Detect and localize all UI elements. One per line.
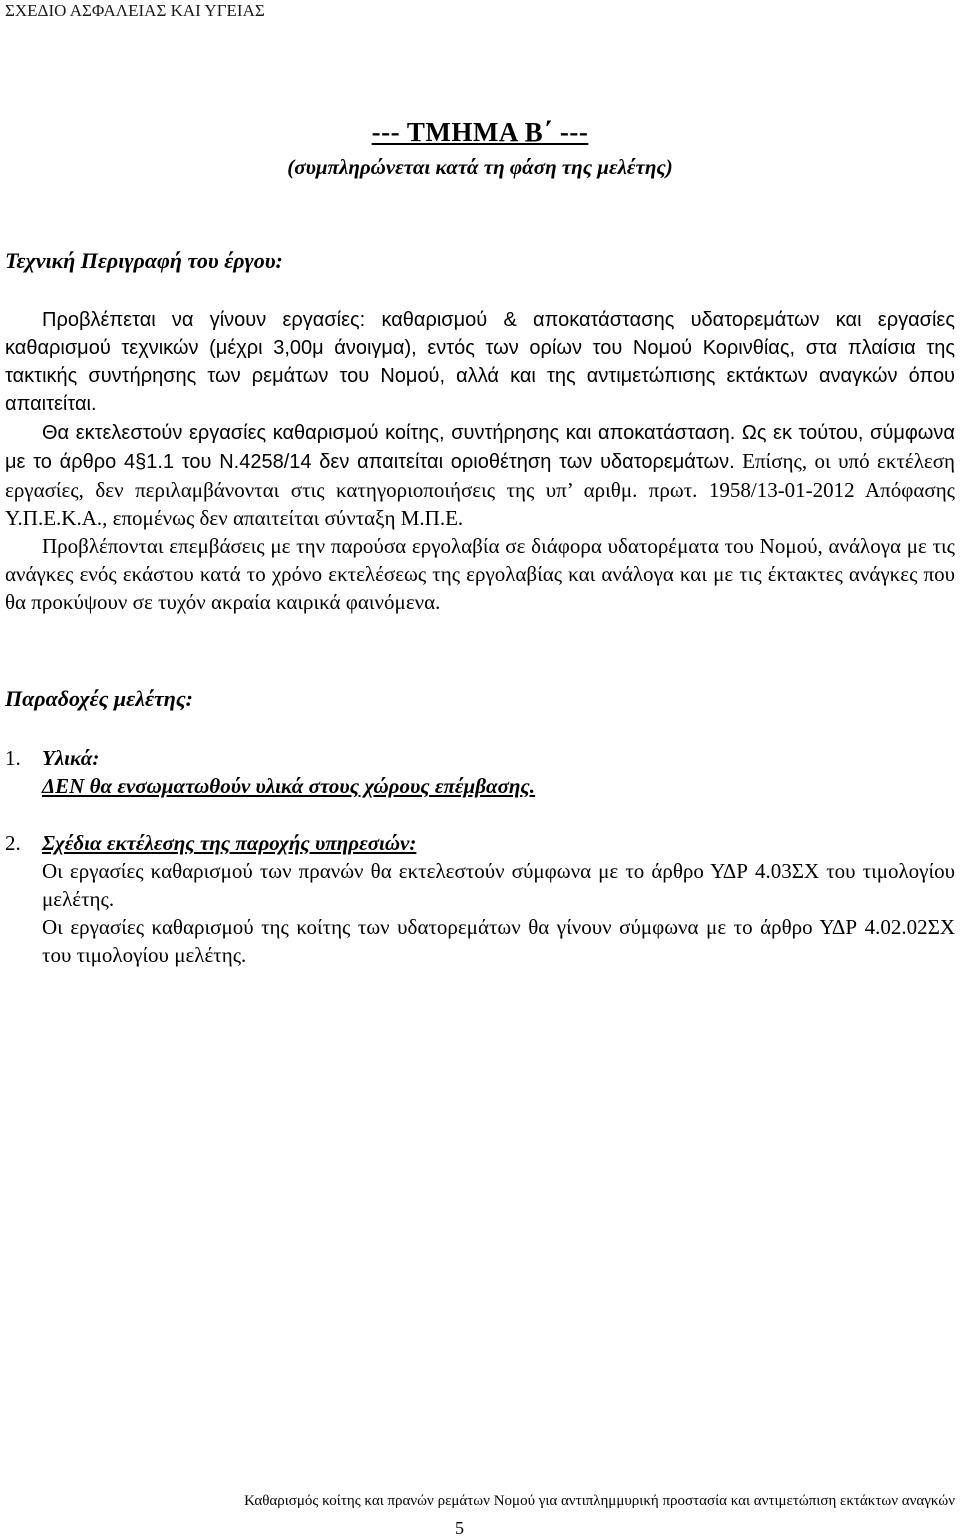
assumption-item-1 (5, 744, 955, 800)
footer-text: Καθαρισμός κοίτης και πρανών ρεμάτων Νομού για αντιπλημμυρική προστασία και αντιμετώπιση εκτάκτων αναγκών (244, 1493, 955, 1509)
item-paragraph-1: Οι εργασίες καθαρισμού των πρανών θα εκτελεστούν σύμφωνα με το άρθρο ΥΔΡ 4.03ΣΧ του τιμολογίου μελέτης. (42, 859, 955, 911)
description-paragraph-2-part-2: Επίσης, οι υπό εκτέλεση εργασίες, δεν περιλαμβάνονται στις κατηγοριοποιήσεις της υπ’ αριθμ. πρωτ. 1958/13-01-2012 Απόφασης Υ.Π.Ε.Κ.Α., επομένως δεν απαιτείται σύνταξη Μ.Π.Ε. (5, 449, 956, 530)
running-header: ΣΧΕΔΙΟ ΑΣΦΑΛΕΙΑΣ ΚΑΙ ΥΓΕΙΑΣ (5, 1, 265, 20)
description-paragraph-3: Προβλέπονται επεμβάσεις με την παρούσα εργολαβία σε διάφορα υδατορέματα του Νομού, ανάλογα με τις ανάγκες ενός εκάστου κατά το χρόνο εκτελέσεως της εργολαβίας και ανάλογα και με τις έκτακτες ανάγκες που θα προκύψουν σε τυχόν ακραία καιρικά φαινόμενα. (5, 534, 955, 614)
section-title: --- ΤΜΗΜΑ Β΄ --- (371, 117, 589, 147)
item-number: 2. (5, 831, 21, 855)
assumptions-heading: Παραδοχές μελέτης: (5, 686, 193, 711)
item-text: ΔΕΝ θα ενσωματωθούν υλικά στους χώρους επέμβασης. (42, 774, 536, 798)
description-body (5, 306, 955, 616)
item-paragraph-2: Οι εργασίες καθαρισμού της κοίτης των υδατορεμάτων θα γίνουν σύμφωνα με το άρθρο ΥΔΡ 4.02.02ΣΧ του τιμολογίου μελέτης. (42, 915, 955, 967)
item-title: Σχέδια εκτέλεσης της παροχής υπηρεσιών: (42, 831, 417, 855)
item-title: Υλικά: (42, 746, 100, 770)
description-paragraph-1: Προβλέπεται να γίνουν εργασίες: καθαρισμού & αποκατάστασης υδατορεμάτων και εργασίες καθαρισμού τεχνικών (μέχρι 3,00μ άνοιγμα), εντός των ορίων του Νομού Κορινθίας, στα πλαίσια της τακτικής συντήρησης των ρεμάτων του Νομού, αλλά και της αντιμετώπισης εκτάκτων αναγκών όπου απαιτείται. (5, 309, 955, 415)
assumption-item-2 (5, 829, 955, 969)
item-number: 1. (5, 746, 21, 770)
description-heading: Τεχνική Περιγραφή του έργου: (5, 248, 283, 273)
description-paragraph-2 (5, 418, 955, 532)
description-paragraph-2-part-1: Θα εκτελεστούν εργασίες καθαρισμού κοίτης, συντήρησης και αποκατάσταση. Ως εκ τούτου, σύμφωνα με το άρθρο 4§1.1 του Ν.4258/14 δεν απαιτείται οριοθέτηση των υδατορεμάτων. (5, 422, 955, 473)
page-number: 5 (455, 1518, 464, 1538)
section-subtitle: (συμπληρώνεται κατά τη φάση της μελέτης) (287, 155, 673, 179)
